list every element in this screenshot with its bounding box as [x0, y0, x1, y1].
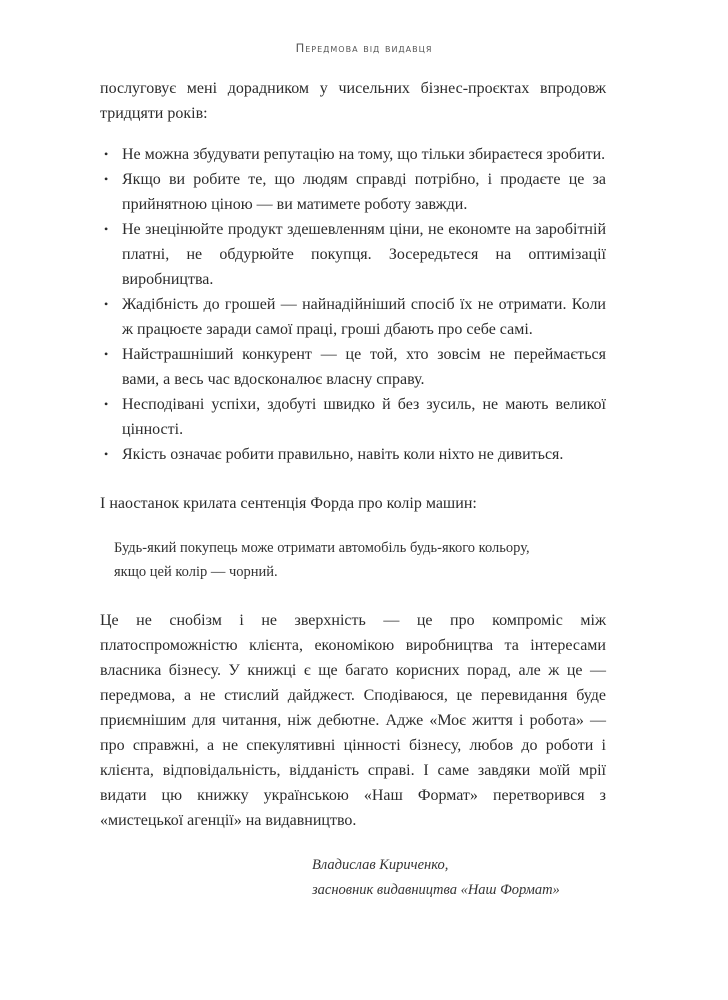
intro-paragraph: послуговує мені дорадником у чисельних бізнес-проєктах впродовж тридцяти років:	[100, 80, 606, 122]
bullet-icon: •	[104, 447, 109, 461]
list-item-text: Несподівані успіхи, здобуті швидко й без зусиль, не мають великої цінності.	[122, 396, 606, 438]
ford-quote: Будь-який покупець може отримати автомобіль будь-якого кольору, якщо цей колір — чорний.	[114, 540, 530, 580]
signature-role: засновник видавництва «Наш Формат»	[312, 882, 560, 898]
bullet-icon: •	[104, 397, 109, 411]
page-body	[100, 56, 606, 933]
signature	[312, 853, 612, 903]
signature-name: Владислав Кириченко,	[312, 857, 449, 873]
list-item-text: Найстрашніший конкурент — це той, хто зовсім не переймається вами, а весь час вдосконалює власну справу.	[122, 346, 606, 388]
list-item-text: Якість означає робити правильно, навіть коли ніхто не дивиться.	[122, 446, 564, 463]
list-item	[100, 392, 606, 442]
list-item-text: Не знецінюйте продукт здешевленням ціни, не економте на заробітній платні, не обдурюйте покупця. Зосередьтеся на оптимізації виробництва.	[122, 221, 606, 288]
list-item	[100, 167, 606, 217]
list-item-text: Якщо ви робите те, що людям справді потрібно, і продаєте це за прийнятною ціною — ви матимете роботу завжди.	[122, 171, 606, 213]
closing-paragraph: І наостанок крилата сентенція Форда про колір машин:	[100, 495, 477, 512]
bullet-icon: •	[104, 222, 109, 236]
list-item	[100, 292, 606, 342]
final-paragraph: Це не снобізм і не зверхність — це про компроміс між платоспроможністю клієнта, економікою виробництва та інтересами власника бізнесу. У книжці є ще багато корисних порад, але ж це — передмова, а не стислий дайджест. Сподіваюся, це перевидання буде приємнішим для читання, ніж дебютне. Адже «Моє життя і робота» — про справжні, а не спекулятивні цінності бізнесу, любов до роботи і клієнта, відповідальність, відданість справі. І саме завдяки моїй мрії видати цю книжку українською «Наш Формат» перетворився з «мистецької агенції» на видавництво.	[100, 612, 606, 829]
list-item	[100, 217, 606, 292]
list-item	[100, 442, 606, 467]
list-item	[100, 342, 606, 392]
list-item-text: Не можна збудувати репутацію на тому, що тільки збираєтеся зробити.	[122, 146, 606, 163]
list-item-text: Жадібність до грошей — найнадійніший спосіб їх не отримати. Коли ж працюєте заради самої праці, гроші дбають про себе самі.	[122, 296, 606, 338]
bullet-icon: •	[104, 347, 109, 361]
advice-list	[100, 142, 606, 467]
bullet-icon: •	[104, 147, 109, 161]
list-item	[100, 142, 606, 167]
bullet-icon: •	[104, 297, 109, 311]
running-head: Передмова від видавця	[295, 41, 433, 55]
bullet-icon: •	[104, 172, 109, 186]
